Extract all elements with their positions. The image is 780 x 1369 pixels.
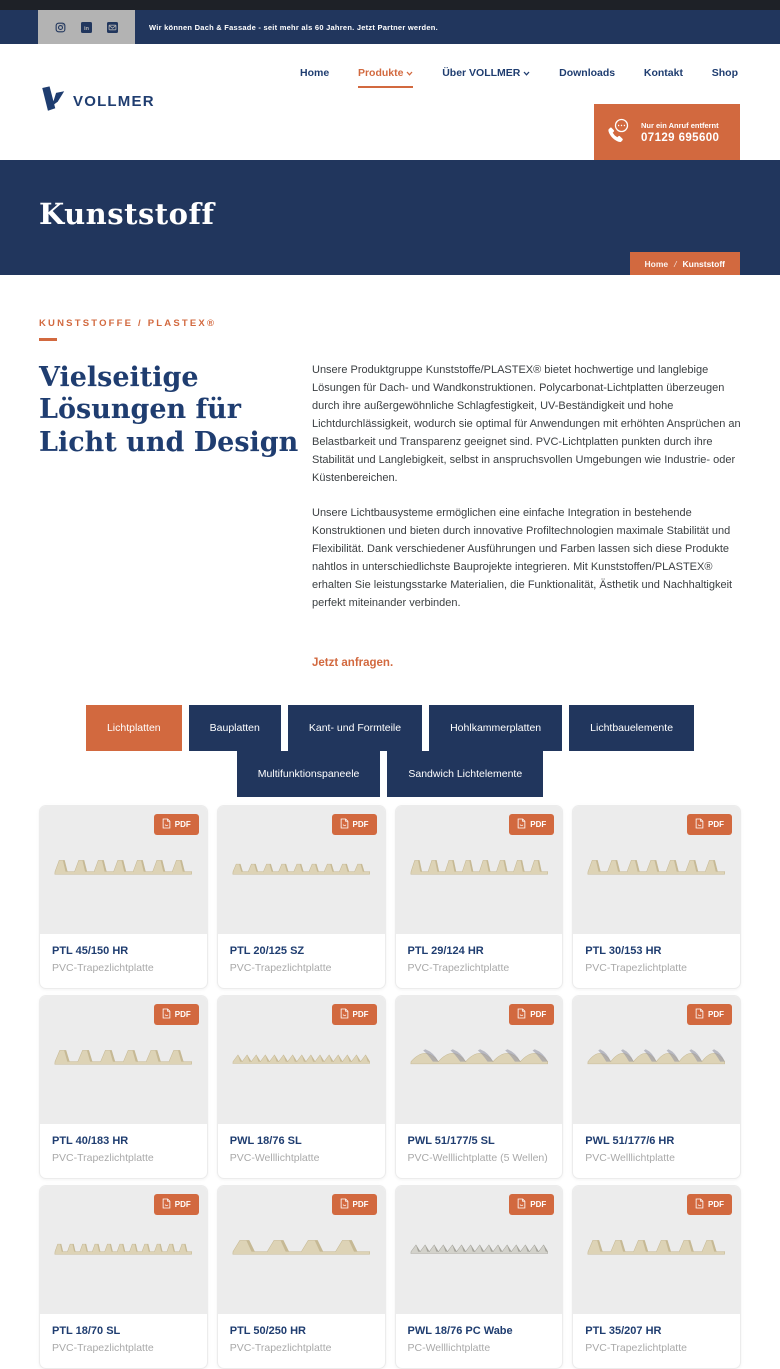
breadcrumb-separator: / bbox=[674, 258, 677, 269]
category-tabs bbox=[0, 705, 780, 797]
product-title: PWL 51/177/5 SL bbox=[407, 1134, 495, 1147]
nav-item-home[interactable] bbox=[300, 67, 329, 88]
section-eyebrow: KUNSTSTOFFE / PLASTEX® bbox=[39, 318, 217, 329]
nav-item-produkte[interactable] bbox=[358, 67, 414, 88]
phone-chat-icon bbox=[605, 117, 631, 148]
pdf-document-icon bbox=[695, 818, 704, 831]
pdf-badge-label: PDF bbox=[174, 819, 191, 829]
product-title: PTL 45/150 HR bbox=[52, 944, 129, 957]
pdf-badge[interactable] bbox=[509, 814, 554, 835]
pdf-document-icon bbox=[517, 1198, 526, 1211]
intro-section bbox=[0, 275, 780, 671]
product-card[interactable] bbox=[217, 1185, 386, 1369]
product-image bbox=[218, 806, 385, 934]
product-image bbox=[218, 1186, 385, 1314]
social-icons-box bbox=[38, 10, 135, 44]
pdf-badge-label: PDF bbox=[708, 1199, 724, 1209]
pdf-badge[interactable] bbox=[154, 1004, 199, 1025]
product-grid bbox=[39, 805, 741, 1369]
product-subtitle: PVC-Welllichtplatte (5 Wellen) bbox=[407, 1151, 548, 1164]
pdf-badge[interactable] bbox=[509, 1004, 554, 1025]
product-title: PTL 40/183 HR bbox=[52, 1134, 129, 1147]
pdf-badge-label: PDF bbox=[530, 1009, 547, 1019]
pdf-document-icon bbox=[340, 818, 349, 831]
product-title: PTL 18/70 SL bbox=[52, 1324, 121, 1337]
pdf-document-icon bbox=[340, 1008, 349, 1021]
breadcrumb-home-link[interactable]: Home bbox=[644, 258, 669, 269]
section-heading: Vielseitige Lösungen für Licht und Design bbox=[39, 362, 299, 458]
pdf-badge-label: PDF bbox=[708, 1009, 724, 1019]
linkedin-icon[interactable] bbox=[81, 22, 92, 33]
nav-item-downloads[interactable] bbox=[559, 67, 615, 88]
pdf-document-icon bbox=[517, 818, 526, 831]
pdf-badge-label: PDF bbox=[530, 1199, 547, 1209]
product-title: PWL 51/177/6 HR bbox=[585, 1134, 675, 1147]
eyebrow-dash bbox=[39, 338, 57, 341]
product-image bbox=[573, 996, 740, 1124]
pdf-badge[interactable] bbox=[509, 1194, 554, 1215]
nav-item-kontakt[interactable] bbox=[644, 67, 683, 88]
product-subtitle: PVC-Trapezlichtplatte bbox=[585, 961, 687, 974]
product-title: PTL 30/153 HR bbox=[585, 944, 662, 957]
site-header bbox=[0, 44, 780, 160]
topmost-black-strip bbox=[0, 0, 780, 10]
tab-lichtbauelemente[interactable]: Lichtbauelemente bbox=[569, 705, 694, 751]
nav-item-label: Home bbox=[300, 67, 330, 79]
pdf-document-icon bbox=[162, 1008, 171, 1021]
chevron-down-icon bbox=[406, 67, 413, 79]
svg-text:in: in bbox=[83, 25, 90, 32]
pdf-document-icon bbox=[162, 818, 171, 831]
product-card[interactable] bbox=[395, 1185, 564, 1369]
main-nav bbox=[300, 67, 738, 88]
breadcrumb-current: Kunststoff bbox=[682, 258, 725, 269]
product-subtitle: PC-Welllichtplatte bbox=[407, 1341, 491, 1354]
cta-link[interactable]: Jetzt anfragen. bbox=[312, 656, 394, 669]
product-title: PTL 20/125 SZ bbox=[229, 944, 305, 957]
top-bar bbox=[0, 10, 780, 44]
pdf-document-icon bbox=[695, 1198, 704, 1211]
nav-item-label: Produkte bbox=[357, 67, 404, 79]
pdf-badge[interactable] bbox=[687, 1004, 732, 1025]
pdf-badge[interactable] bbox=[154, 1194, 199, 1215]
product-image bbox=[40, 806, 207, 934]
pdf-document-icon bbox=[162, 1198, 171, 1211]
tab-hohlkammerplatten[interactable]: Hohlkammerplatten bbox=[429, 705, 562, 751]
product-card[interactable] bbox=[39, 1185, 208, 1369]
product-card[interactable] bbox=[39, 805, 208, 989]
tab-bauplatten[interactable]: Bauplatten bbox=[189, 705, 281, 751]
chevron-down-icon bbox=[523, 67, 530, 79]
brand-text: VOLLMER bbox=[73, 92, 155, 110]
nav-item-label: Über VOLLMER bbox=[442, 67, 521, 79]
product-title: PWL 18/76 SL bbox=[229, 1134, 302, 1147]
pdf-badge[interactable] bbox=[687, 1194, 732, 1215]
intro-paragraph-2: Unsere Lichtbausysteme ermöglichen eine einfache Integration in bestehende Konstruktionen und bieten durch innovative Profiltechnologien maximale Stabilität und Flexibilität. Dank verschiedener Ausführungen und Farben lassen sich diese Produkte nahtlos in unterschiedlichste Bauprojekte integrieren. Mit Kunststoffen/PLASTEX® erhalten Sie leistungsstarke Materialien, die Funktionalität, Ästhetik und Nachhaltigkeit perfekt miteinander verbinden. bbox=[312, 507, 733, 610]
instagram-icon[interactable] bbox=[55, 22, 66, 33]
breadcrumb bbox=[630, 252, 741, 275]
product-subtitle: PVC-Trapezlichtplatte bbox=[229, 961, 332, 974]
product-image bbox=[396, 806, 563, 934]
pdf-badge-label: PDF bbox=[352, 1009, 369, 1019]
product-card[interactable] bbox=[572, 995, 741, 1179]
product-card[interactable] bbox=[217, 995, 386, 1179]
tab-row bbox=[86, 705, 694, 751]
pdf-badge-label: PDF bbox=[174, 1009, 191, 1019]
pdf-badge[interactable] bbox=[332, 1004, 377, 1025]
product-subtitle: PVC-Welllichtplatte bbox=[229, 1151, 320, 1164]
product-image bbox=[40, 1186, 207, 1314]
product-card[interactable] bbox=[395, 995, 564, 1179]
tab-kant-und-formteile[interactable]: Kant- und Formteile bbox=[288, 705, 422, 751]
nav-item-label: Shop bbox=[711, 67, 738, 79]
product-image bbox=[396, 996, 563, 1124]
product-subtitle: PVC-Trapezlichtplatte bbox=[52, 961, 154, 974]
pdf-badge-label: PDF bbox=[708, 819, 724, 829]
vollmer-logo[interactable] bbox=[39, 86, 155, 116]
product-title: PTL 35/207 HR bbox=[585, 1324, 662, 1337]
pdf-badge[interactable] bbox=[687, 814, 732, 835]
product-subtitle: PVC-Trapezlichtplatte bbox=[229, 1341, 332, 1354]
pdf-badge[interactable] bbox=[332, 1194, 377, 1215]
nav-item-label: Kontakt bbox=[643, 67, 683, 79]
product-subtitle: PVC-Welllichtplatte bbox=[585, 1151, 675, 1164]
pdf-document-icon bbox=[517, 1008, 526, 1021]
pdf-badge-label: PDF bbox=[352, 819, 369, 829]
product-title: PTL 29/124 HR bbox=[407, 944, 484, 957]
nav-item-label: Downloads bbox=[559, 67, 616, 79]
tab-multifunktionspaneele[interactable]: Multifunktionspaneele bbox=[237, 751, 381, 797]
logo-v-icon bbox=[39, 86, 65, 116]
product-card[interactable] bbox=[572, 805, 741, 989]
product-image bbox=[573, 806, 740, 934]
pdf-badge-label: PDF bbox=[174, 1199, 191, 1209]
product-subtitle: PVC-Trapezlichtplatte bbox=[52, 1151, 154, 1164]
pdf-badge-label: PDF bbox=[352, 1199, 369, 1209]
call-button[interactable] bbox=[594, 104, 740, 160]
product-subtitle: PVC-Trapezlichtplatte bbox=[585, 1341, 687, 1354]
product-subtitle: PVC-Trapezlichtplatte bbox=[52, 1341, 154, 1354]
product-card[interactable] bbox=[572, 1185, 741, 1369]
pdf-badge[interactable] bbox=[332, 814, 377, 835]
intro-paragraph-1: Unsere Produktgruppe Kunststoffe/PLASTEX® bietet hochwertige und langlebige Lösungen für Dach- und Wandkonstruktionen. Polycarbonat-Lichtplatten überzeugen durch ihre außergewöhnliche Schlagfestigkeit, UV-Beständigkeit und hohe Lichtdurchlässigkeit, wodurch sie optimal für Anwendungen mit erhöhten Ansprüchen an Belastbarkeit und Transparenz geeignet sind. PVC-Lichtplatten punkten durch ihre Stabilität und Langlebigkeit, selbst in anspruchsvollen Umgebungen wie Industrie- oder Küstenbereichen. bbox=[312, 364, 741, 484]
product-title: PTL 50/250 HR bbox=[229, 1324, 306, 1337]
product-subtitle: PVC-Trapezlichtplatte bbox=[407, 961, 510, 974]
tab-sandwich-lichtelemente[interactable]: Sandwich Lichtelemente bbox=[387, 751, 543, 797]
product-image bbox=[40, 996, 207, 1124]
pdf-badge-label: PDF bbox=[530, 819, 547, 829]
page-title: Kunststoff bbox=[39, 197, 215, 231]
product-card[interactable] bbox=[395, 805, 564, 989]
hero-banner bbox=[0, 160, 780, 275]
nav-item-shop[interactable] bbox=[712, 67, 738, 88]
call-line1: Nur ein Anruf entfernt bbox=[641, 120, 719, 130]
product-image bbox=[218, 996, 385, 1124]
nav-item-ueber-vollmer[interactable] bbox=[442, 67, 530, 88]
product-image bbox=[573, 1186, 740, 1314]
tab-lichtplatten[interactable]: Lichtplatten bbox=[86, 705, 182, 751]
pdf-badge[interactable] bbox=[154, 814, 199, 835]
tab-row bbox=[237, 751, 543, 797]
product-card[interactable] bbox=[39, 995, 208, 1179]
product-card[interactable] bbox=[217, 805, 386, 989]
product-title: PWL 18/76 PC Wabe bbox=[407, 1324, 513, 1337]
email-icon[interactable] bbox=[107, 22, 118, 33]
topbar-message: Wir können Dach & Fassade - seit mehr als 60 Jahren. Jetzt Partner werden. bbox=[149, 22, 438, 32]
call-phone-number: 07129 695600 bbox=[641, 131, 720, 144]
pdf-document-icon bbox=[340, 1198, 349, 1211]
product-image bbox=[396, 1186, 563, 1314]
pdf-document-icon bbox=[695, 1008, 704, 1021]
